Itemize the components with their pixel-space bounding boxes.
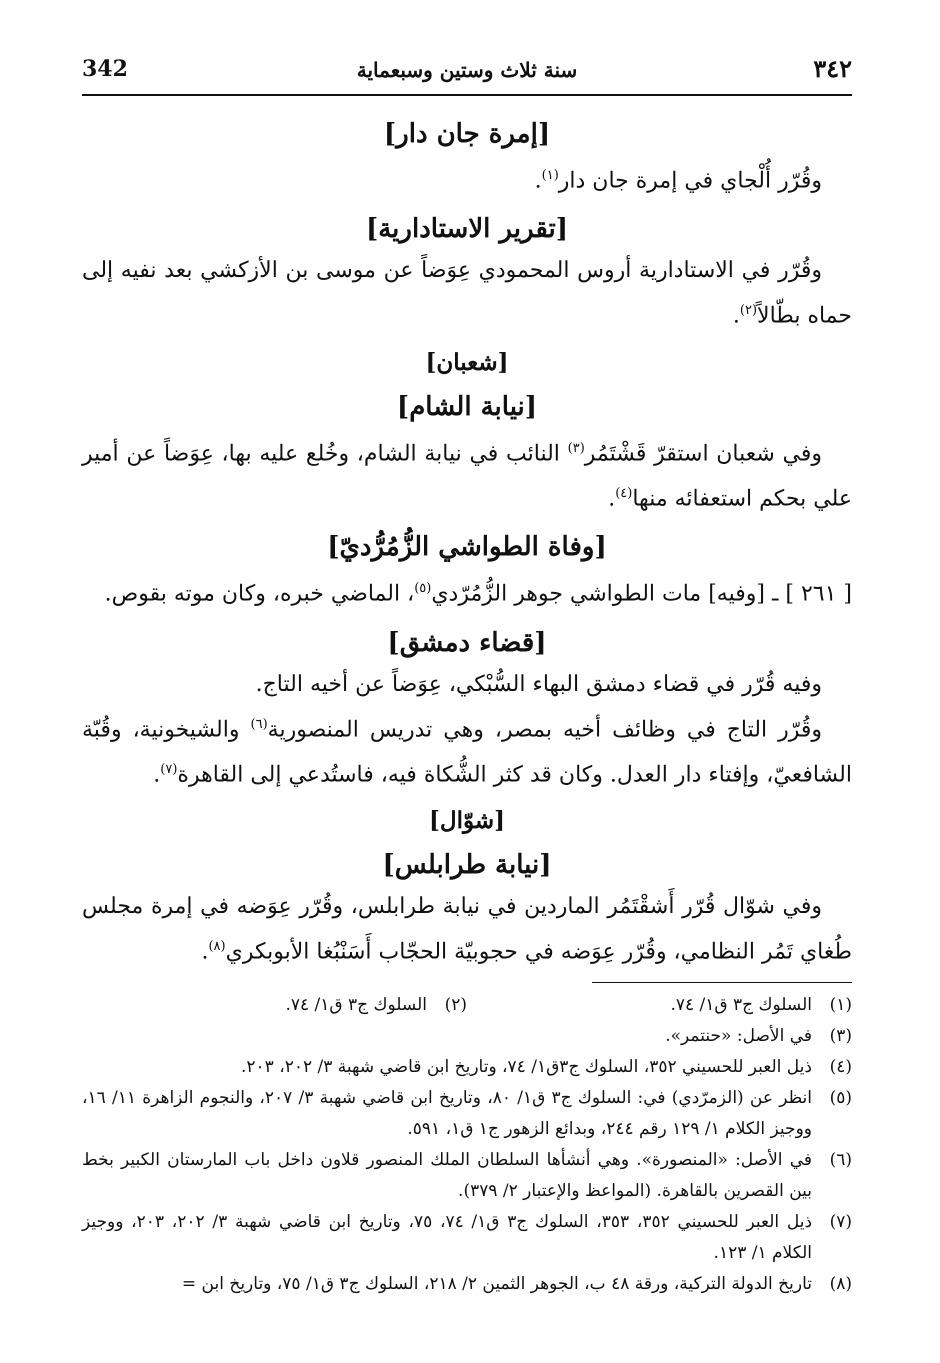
footnote-ref: (١) (541, 168, 559, 183)
paragraph: [ ٢٦١ ] ـ [وفيه] مات الطواشي جوهر الزُّمُرّدي$^{(٥)}$، الماضي خبره، وكان موته بقوص. (104, 581, 852, 607)
paragraph: وفي شعبان استقرّ قَشْتَمُر$^{(٣)}$ النائب في نيابة الشام، وخُلع عليه بها، عِوَضاً عن أمير علي بحكم استعفائه منها$^{(٤)}$. (82, 440, 852, 512)
month-heading: [شوّال] (428, 807, 506, 835)
section-heading: [وفاة الطواشي الزُّمُرُّديّ] (327, 532, 607, 563)
footnote: (٤) ذيل العبر للحسيني ٣٥٢، السلوك ج٣ق١/ ٧٤، وتاريخ ابن قاضي شهبة ٣/ ٢٠٢، ٢٠٣. (240, 1057, 852, 1077)
paragraph: وفي شوّال قُرّر أَشقْتَمُر الماردين في نيابة طرابلس، وقُرّر عِوَضه في إمرة مجلس طُغاي تَمُر النظامي، وقُرّر عِوَضه في حجوبيّة الحجّاب أَسَنْبُغا الأبوبكري$^{(٨)}$. (82, 894, 852, 965)
running-title: سنة ثلاث وستين وسبعماية (356, 58, 578, 82)
page-header (82, 52, 852, 96)
section-heading: [إمرة جان دار] (383, 119, 551, 149)
footnote-ref: (٢) (739, 303, 758, 319)
footnote-ref: (٤) (615, 485, 633, 501)
month-heading: [شعبان] (425, 348, 509, 376)
section-heading: [نيابة الشام] (396, 391, 538, 422)
footnote-ref: (٧) (160, 761, 178, 777)
paragraph: وقُرّر في الاستادارية أروس المحمودي عِوَضاً عن موسى بن الأزكشي بعد نفيه إلى حماه بطّالاً$^{(٢)}$. (82, 258, 852, 329)
paragraph: وقُرّر أُلْجاي في إمرة جان دار$^{(١)}$. (534, 168, 822, 194)
footnote: (٧) ذيل العبر للحسيني ٣٥٢، ٣٥٣، السلوك ج٣ ق١/ ٧٤، ٧٥، وتاريخ ابن قاضي شهبة ٣/ ٢٠٢، ٢٠٣، ووجيز الكلام ١/ ١٢٣. (82, 1212, 852, 1263)
footnote: (٢) السلوك ج٣ ق١/ ٧٤. (285, 995, 467, 1015)
footnote-ref: (٥) (414, 581, 432, 597)
footnote-row (82, 990, 852, 1021)
footnote: (٣) في الأصل: «حنتمر». (665, 1026, 852, 1046)
footnote: (١) السلوك ج٣ ق١/ ٧٤. (670, 995, 852, 1015)
footnote-ref: (٣) (567, 440, 585, 456)
section-heading: [نيابة طرابلس] (382, 850, 552, 881)
footnote-ref: (٨) (208, 939, 226, 955)
footnote-ref: (٦) (250, 716, 268, 732)
footnotes (82, 990, 852, 1300)
section-heading: [قضاء دمشق] (387, 627, 547, 658)
footnote: (٥) انظر عن (الزمرّدي) في: السلوك ج٣ ق١/ ٨٠، وتاريخ ابن قاضي شهبة ٣/ ٢٠٧، والنجوم الزاهرة ١١/ ١٦، ووجيز الكلام ١/ ١٢٩ رقم ٢٤٤، وبدائع الزهور ج١ ق١، ٥٩١. (82, 1088, 852, 1139)
section-heading: [تقرير الاستادارية] (365, 214, 569, 245)
paragraph: وفيه قُرّر في قضاء دمشق البهاء السُّبْكي، عِوَضاً عن أخيه التاج. (255, 671, 822, 697)
paragraph: وقُرّر التاج في وظائف أخيه بمصر، وهي تدريس المنصورية$^{(٦)}$ والشيخونية، وقُبّة الشافعيّ، وإفتاء دار العدل. وكان قد كثر الشُّكاة فيه، فاستُدعي إلى القاهرة$^{(٧)}$. (82, 716, 852, 788)
page-number-arabic: ٣٤٢ (813, 54, 852, 83)
footnote: (٨) تاريخ الدولة التركية، ورقة ٤٨ ب، الجوهر الثمين ٢/ ٢١٨، السلوك ج٣ ق١/ ٧٥، وتاريخ ابن = (181, 1274, 852, 1294)
footnote: (٦) في الأصل: «المنصورة». وهي أنشأها السلطان الملك المنصور قلاون داخل باب المارستان الكبير بخط بين القصرين بالقاهرة. (المواعظ والإعتبار ٢/ ٣٧٩). (82, 1150, 852, 1201)
main-text (82, 112, 852, 973)
page-number-latin: 342 (82, 56, 128, 82)
footnote-separator (592, 982, 852, 983)
